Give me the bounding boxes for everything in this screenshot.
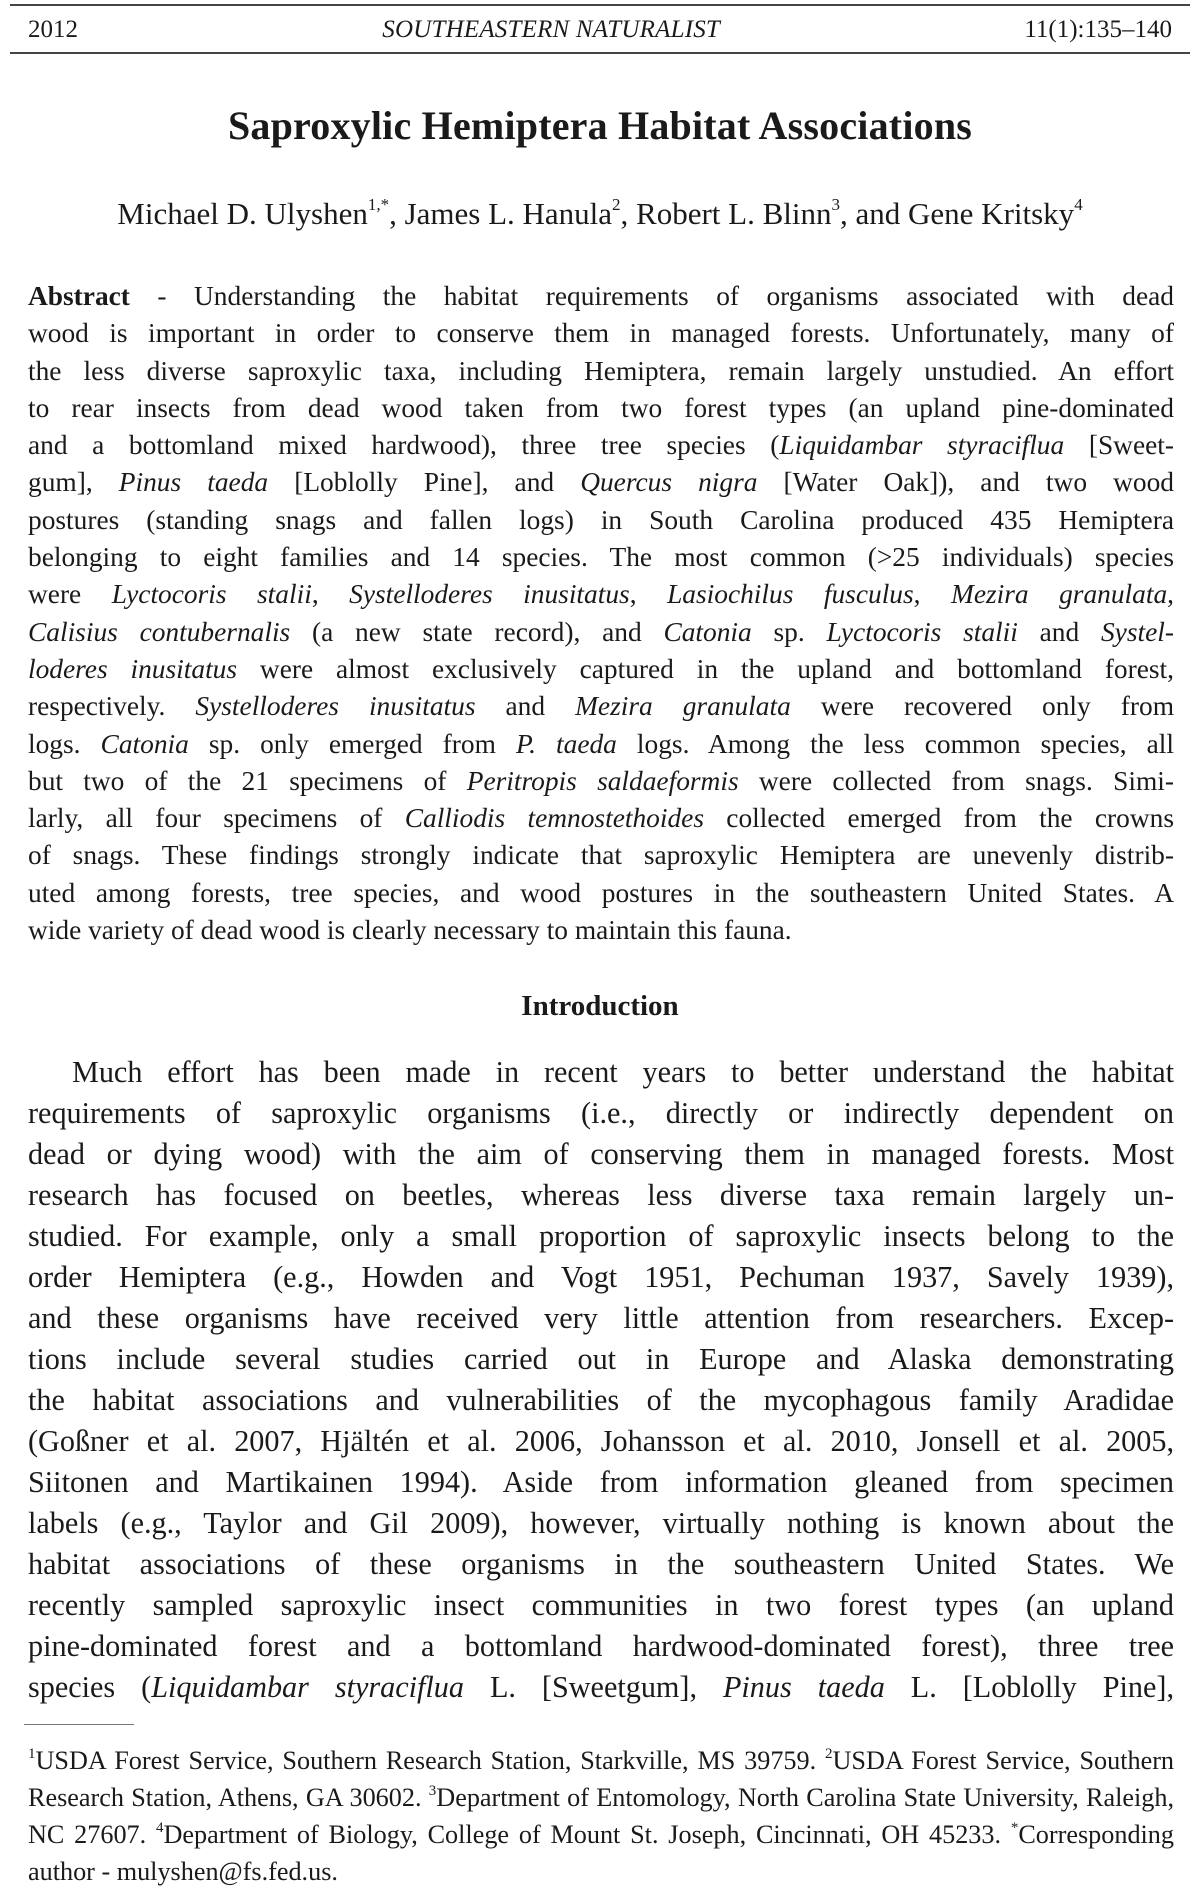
author-separator: , and <box>840 196 909 231</box>
abstract-text: , <box>1167 579 1174 610</box>
footnote-text: USDA Forest Service, Southern Research Station, Athens, GA 30602. <box>28 1746 1175 1812</box>
corresponding-author-email[interactable]: Corresponding author - mulyshen@fs.fed.us. <box>28 1820 1174 1886</box>
abstract-text: were collected from snags. Simi- <box>738 765 1174 796</box>
species-name: loderes inusitatus <box>28 653 238 684</box>
body-text: the habitat associations and vulnerabilities of the mycophagous family Aradidae <box>28 1383 1174 1417</box>
species-name: P. taeda <box>515 728 617 759</box>
body-text: Much effort has been made in recent years to better understand the habitat <box>72 1055 1174 1089</box>
footnote-marker: 3 <box>428 1783 437 1799</box>
abstract-text: to rear insects from dead wood taken from two forest types (an upland pine-dominated <box>28 392 1174 423</box>
footnote-text: USDA Forest Service, Southern Research Station, Starkville, MS 39759. <box>35 1746 826 1775</box>
abstract-text: of snags. These findings strongly indicate that saproxylic Hemiptera are unevenly distrib- <box>28 840 1174 871</box>
author-affiliation-marker: 2 <box>612 195 621 214</box>
author-separator: , <box>620 196 637 231</box>
footnote-rule <box>24 1724 134 1725</box>
abstract <box>28 278 1174 949</box>
species-name: Pinus taeda <box>722 1670 885 1704</box>
body-text: L. [Sweetgum], <box>463 1670 723 1704</box>
abstract-text: sp. <box>751 616 827 647</box>
species-name: Calisius contubernalis <box>28 616 291 647</box>
body-text: dead or dying wood) with the aim of conserving them in managed forests. Most <box>28 1137 1174 1171</box>
body-text: order Hemiptera (e.g., Howden and Vogt 1951, Pechuman 1937, Savely 1939), <box>28 1260 1174 1294</box>
species-name: Lyctocoris stalii <box>111 579 312 610</box>
abstract-text: [Water Oak]), and two wood <box>757 467 1174 498</box>
running-head-year: 2012 <box>28 16 78 43</box>
abstract-text: collected emerged from the crowns <box>704 803 1174 834</box>
footnote-marker: 1 <box>28 1746 36 1762</box>
footnotes <box>28 1742 1174 1890</box>
running-head-citation: 11(1):135–140 <box>1024 16 1172 43</box>
abstract-text: , <box>311 579 350 610</box>
abstract-text: were almost exclusively captured in the upland and bottomland forest, <box>237 653 1174 684</box>
abstract-text: were recovered only from <box>790 691 1175 722</box>
abstract-text: larly, all four specimens of <box>28 803 405 834</box>
author-affiliation-marker: 4 <box>1074 195 1083 214</box>
body-text: (Goßner et al. 2007, Hjältén et al. 2006, Johansson et al. 2010, Jonsell et al. 2005, <box>28 1424 1174 1458</box>
species-name: Lyctocoris stalii <box>826 616 1018 647</box>
species-name: Systelloderes inusitatus <box>349 579 630 610</box>
abstract-text: sp. only emerged from <box>188 728 516 759</box>
body-text: pine-dominated forest and a bottomland hardwood-dominated forest), three tree <box>28 1629 1174 1663</box>
footnote-text: Department of Entomology, North Carolina State University, Raleigh, NC 27607. <box>28 1783 1174 1849</box>
abstract-text: and <box>475 691 576 722</box>
abstract-text: logs. Among the less common species, all <box>616 728 1174 759</box>
body-text: species ( <box>28 1670 152 1704</box>
body-text: labels (e.g., Taylor and Gil 2009), however, virtually nothing is known about the <box>28 1506 1174 1540</box>
abstract-text: gum], <box>28 467 119 498</box>
species-name: Lasiochilus fusculus <box>667 579 914 610</box>
abstract-label: Abstract <box>28 281 130 311</box>
body-text: studied. For example, only a small proportion of saproxylic insects belong to the <box>28 1219 1174 1253</box>
abstract-text: belonging to eight families and 14 species. The most common (>25 individuals) species <box>28 542 1174 573</box>
body-text: requirements of saproxylic organisms (i.e., directly or indirectly dependent on <box>28 1096 1174 1130</box>
body-text: Siitonen and Martikainen 1994). Aside from information gleaned from specimen <box>28 1465 1174 1499</box>
author-list <box>0 196 1200 232</box>
abstract-text: , <box>629 579 668 610</box>
body-text: research has focused on beetles, whereas less diverse taxa remain largely un- <box>28 1178 1174 1212</box>
body-text: recently sampled saproxylic insect communities in two forest types (an upland <box>28 1588 1174 1622</box>
species-name: Calliodis temnostethoides <box>404 803 704 834</box>
species-name: Systel- <box>1100 616 1174 647</box>
abstract-text: wood is important in order to conserve them in managed forests. Unfortunately, many of <box>28 318 1174 349</box>
abstract-text: but two of the 21 specimens of <box>28 765 467 796</box>
species-name: Pinus taeda <box>118 467 269 498</box>
author-name: James L. Hanula <box>404 196 613 231</box>
abstract-text: [Loblolly Pine], and <box>268 467 581 498</box>
abstract-text: wide variety of dead wood is clearly necessary to maintain this fauna. <box>28 915 792 946</box>
header-bottom-rule <box>10 52 1190 54</box>
species-name: Mezira granulata <box>951 579 1168 610</box>
running-head-journal: SOUTHEASTERN NATURALIST <box>382 16 721 43</box>
author-separator: , <box>389 196 405 231</box>
abstract-text: the less diverse saproxylic taxa, including Hemiptera, remain largely unstudied. An effort <box>28 355 1174 386</box>
footnote-marker: * <box>1010 1820 1019 1836</box>
abstract-text: were <box>28 579 112 610</box>
species-name: Catonia <box>663 616 752 647</box>
author-affiliation-marker: 1,* <box>367 195 390 214</box>
abstract-text: (a new state record), and <box>290 616 664 647</box>
species-name: Quercus nigra <box>580 467 758 498</box>
footnote-marker: 4 <box>156 1820 164 1836</box>
abstract-text: [Sweet- <box>1064 430 1174 461</box>
abstract-text: logs. <box>28 728 101 759</box>
abstract-text: and a bottomland mixed hardwood), three tree species ( <box>28 430 780 461</box>
species-name: Mezira granulata <box>575 691 791 722</box>
abstract-text: uted among forests, tree species, and wood postures in the southeastern United States. A <box>28 877 1174 908</box>
introduction-body <box>28 1052 1174 1708</box>
author-affiliation-marker: 3 <box>831 195 841 214</box>
abstract-text: and <box>1017 616 1101 647</box>
abstract-text: postures (standing snags and fallen logs) in South Carolina produced 435 Hemiptera <box>28 504 1174 535</box>
section-heading-introduction: Introduction <box>521 990 679 1022</box>
abstract-text: , <box>913 579 951 610</box>
author-name: Michael D. Ulyshen <box>117 196 368 231</box>
footnote-marker: 2 <box>825 1746 833 1762</box>
footnote-text: Department of Biology, College of Mount St. Joseph, Cincinnati, OH 45233. <box>163 1820 1011 1849</box>
author-name: Gene Kritsky <box>908 196 1075 231</box>
author-name: Robert L. Blinn <box>636 196 832 231</box>
species-name: Liquidambar styraciflua <box>779 430 1065 461</box>
header-top-rule <box>10 4 1190 6</box>
abstract-text: respectively. <box>28 691 196 722</box>
body-text: L. [Loblolly Pine], <box>884 1670 1174 1704</box>
article-title: Saproxylic Hemiptera Habitat Associations <box>227 103 973 148</box>
body-text: habitat associations of these organisms in the southeastern United States. We <box>28 1547 1174 1581</box>
species-name: Catonia <box>100 728 189 759</box>
running-head <box>28 10 1172 50</box>
body-text: and these organisms have received very little attention from researchers. Excep- <box>28 1301 1174 1335</box>
species-name: Liquidambar styraciflua <box>151 1670 464 1704</box>
body-text: tions include several studies carried out in Europe and Alaska demonstrating <box>28 1342 1174 1376</box>
species-name: Systelloderes inusitatus <box>195 691 476 722</box>
species-name: Peritropis saldaeformis <box>466 765 739 796</box>
abstract-text: - Understanding the habitat requirements of organisms associated with dead <box>129 281 1174 311</box>
